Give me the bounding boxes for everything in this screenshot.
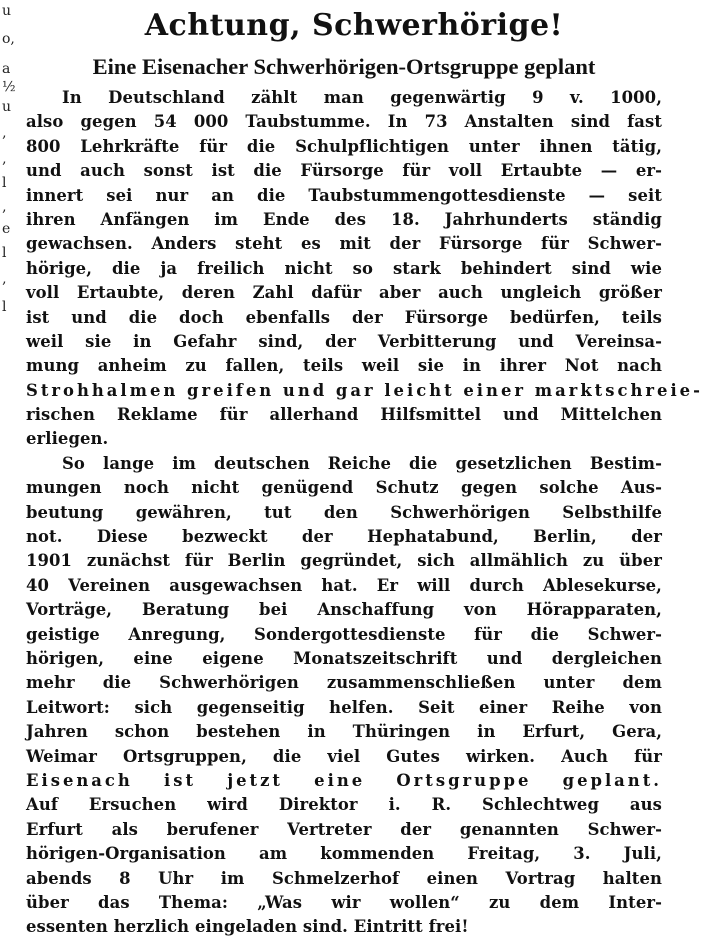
article-line: rischen Reklame für allerhand Hilfsmittel und Mittelchen bbox=[26, 405, 662, 425]
article-line: hörigen, eine eigene Monatszeitschrift und dergleichen bbox=[26, 648, 662, 668]
article-line: not. Diese bezweckt der Hephatabund, Berlin, der bbox=[26, 527, 662, 547]
article-line: Eisenach ist jetzt eine Ortsgruppe geplant. bbox=[26, 770, 662, 790]
newspaper-article bbox=[26, 6, 703, 940]
article-line: abends 8 Uhr im Schmelzerhof einen Vortrag halten bbox=[26, 868, 662, 888]
article-line: hörigen-Organisation am kommenden Freitag, 3. Juli, bbox=[26, 844, 662, 864]
article-line: weil sie in Gefahr sind, der Verbitterung und Vereinsa- bbox=[26, 331, 662, 351]
margin-fragment: ‚ bbox=[2, 125, 7, 141]
margin-fragment: ½ bbox=[2, 79, 16, 95]
article-line: Strohhalmen greifen und gar leicht einer marktschreie- bbox=[26, 380, 703, 400]
article-line: Jahren schon bestehen in Thüringen in Erfurt, Gera, bbox=[26, 722, 662, 742]
article-line: So lange im deutschen Reiche die gesetzlichen Bestim- bbox=[62, 453, 662, 473]
margin-fragment: a bbox=[2, 61, 11, 77]
article-line: ihren Anfängen im Ende des 18. Jahrhunderts ständig bbox=[26, 209, 662, 229]
article-line: innert sei nur an die Taubstummengottesdienste — seit bbox=[26, 185, 662, 205]
article-line: mehr die Schwerhörigen zusammenschließen unter dem bbox=[26, 673, 662, 693]
article-line: Leitwort: sich gegenseitig helfen. Seit einer Reihe von bbox=[26, 697, 662, 717]
margin-fragment: ‚ bbox=[2, 271, 7, 287]
article-line: erliegen. bbox=[26, 429, 109, 449]
article-line: und auch sonst ist die Fürsorge für voll Ertaubte — er- bbox=[26, 161, 662, 181]
margin-fragment: ‚ bbox=[2, 151, 7, 167]
article-line: In Deutschland zählt man gegenwärtig 9 v. 1000, bbox=[62, 88, 662, 107]
margin-fragment: l bbox=[2, 175, 7, 191]
article-body bbox=[26, 86, 703, 940]
article-subheadline: Eine Eisenacher Schwerhörigen-Ortsgruppe geplant bbox=[92, 54, 596, 79]
margin-fragment: e bbox=[2, 221, 11, 237]
article-line: Erfurt als berufener Vertreter der genannten Schwer- bbox=[26, 819, 662, 839]
article-line: 1901 zunächst für Berlin gegründet, sich allmählich zu über bbox=[26, 551, 662, 571]
article-line: 800 Lehrkräfte für die Schulpflichtigen unter ihnen tätig, bbox=[26, 136, 662, 156]
article-line: Vorträge, Beratung bei Anschaffung von Hörapparaten, bbox=[26, 600, 662, 620]
margin-fragment: l bbox=[2, 299, 7, 315]
article-line: voll Ertaubte, deren Zahl dafür aber auch ungleich größer bbox=[26, 283, 662, 303]
margin-fragment: ‚ bbox=[2, 199, 7, 215]
article-line: hörige, die ja freilich nicht so stark behindert sind wie bbox=[26, 258, 662, 278]
article-line: geistige Anregung, Sondergottesdienste für die Schwer- bbox=[26, 624, 662, 644]
article-line: mungen noch nicht genügend Schutz gegen solche Aus- bbox=[26, 478, 662, 498]
left-margin-fragments bbox=[0, 0, 14, 929]
margin-fragment: o, bbox=[2, 31, 15, 47]
article-line: ist und die doch ebenfalls der Fürsorge bedürfen, teils bbox=[26, 307, 662, 327]
article-line: mung anheim zu fallen, teils weil sie in ihrer Not nach bbox=[26, 356, 662, 376]
article-line: Auf Ersuchen wird Direktor i. R. Schlechtweg aus bbox=[26, 795, 662, 815]
article-line: also gegen 54 000 Taubstumme. In 73 Anstalten sind fast bbox=[26, 112, 662, 132]
article-line: essenten herzlich eingeladen sind. Eintritt frei! bbox=[26, 917, 469, 937]
article-line: beutung gewähren, tut den Schwerhörigen Selbsthilfe bbox=[26, 502, 662, 522]
margin-fragment: u bbox=[2, 99, 12, 115]
article-line: 40 Vereinen ausgewachsen hat. Er will durch Ablesekurse, bbox=[26, 575, 662, 595]
margin-fragment: u bbox=[2, 3, 12, 19]
article-line: Weimar Ortsgruppen, die viel Gutes wirken. Auch für bbox=[26, 746, 662, 766]
article-headline: Achtung, Schwerhörige! bbox=[144, 8, 564, 43]
article-line: gewachsen. Anders steht es mit der Fürsorge für Schwer- bbox=[26, 234, 662, 254]
article-line: über das Thema: „Was wir wollen“ zu dem Inter- bbox=[26, 892, 662, 912]
margin-fragment: l bbox=[2, 245, 7, 261]
